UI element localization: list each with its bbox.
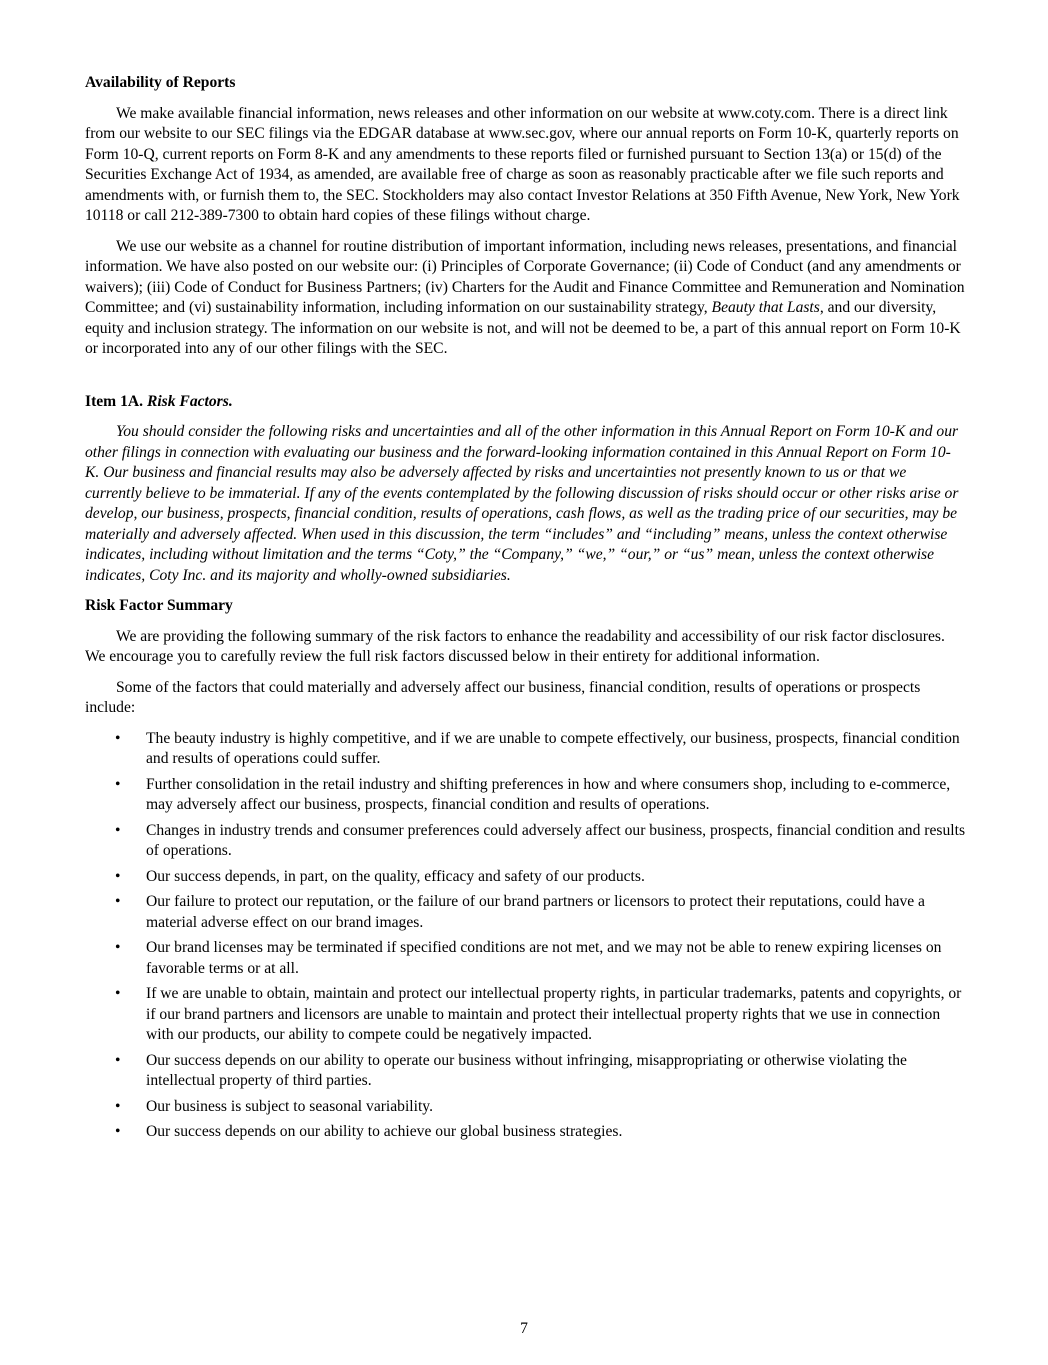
list-item-text: If we are unable to obtain, maintain and protect our intellectual property rights, in particular trademarks, patents and copyrights, or if our brand partners and licensors are unable to maintain and protect their intellectual property rights that we use in connection with our products, our ability to compete could be negatively impacted. bbox=[146, 985, 962, 1043]
bullet-icon: • bbox=[115, 893, 121, 910]
summary-paragraph-1: We are providing the following summary of the risk factors to enhance the readability and accessibility of our risk factor disclosures. We encourage you to carefully review the full risk factors discussed below in their entirety for additional information. bbox=[85, 627, 945, 665]
availability-paragraph-2-text-a: We use our website as a channel for routine distribution of important information, including news releases, presentations, and financial information. We have also posted on our website our: (i) Principles of Corporate Governance; (ii) Code of Conduct (and any amendments or waivers); (iii) Code of Conduct for Business Partners; (iv) Charters for the Audit and Finance Committee and Remuneration and Nomination Committee; and (vi) sustainability information, including information on our sustainability strategy, bbox=[85, 237, 965, 316]
list-item bbox=[85, 984, 965, 1046]
bullet-icon: • bbox=[115, 1051, 121, 1069]
list-item-text: Our success depends on our ability to achieve our global business strategies. bbox=[146, 1123, 623, 1140]
bullet-icon: • bbox=[115, 867, 121, 885]
page-number: 7 bbox=[520, 1320, 528, 1337]
list-item bbox=[85, 729, 965, 770]
list-item-text: Our success depends on our ability to operate our business without infringing, misappropriating or otherwise violating the intellectual property of third parties. bbox=[146, 1051, 907, 1089]
list-item bbox=[85, 867, 965, 888]
risk-factors-intro: You should consider the following risks and uncertainties and all of the other information in this Annual Report on Form 10-K and our other filings in connection with evaluating our business and the forward-looking information contained in this Annual Report on Form 10-K. Our business and financial results may also be adversely affected by risks and uncertainties not presently known to us or that we currently believe to be immaterial. If any of the events contemplated by the following discussion of risks should occur or other risks arise or develop, our business, prospects, financial condition, results of operations, cash flows, as well as the trading price of our securities, may be materially and adversely affected. When used in this discussion, the term “includes” and “including” means, unless the context otherwise indicates, including without limitation and the terms “Coty,” the “Company,” “we,” “our,” or “us” mean, unless the context otherwise indicates, Coty Inc. and its majority and wholly-owned subsidiaries. bbox=[85, 423, 959, 584]
list-item bbox=[85, 821, 965, 862]
list-item bbox=[85, 775, 965, 816]
availability-paragraph-2-text-b: , and our diversity, equity and inclusion strategy. The information on our website is not, and will not be deemed to be, a part of this annual report on Form 10-K or incorporated into any of our other filings with the SEC. bbox=[85, 299, 961, 357]
summary-paragraph-2: Some of the factors that could materially and adversely affect our business, financial condition, results of operations or prospects include: bbox=[85, 678, 921, 716]
list-item-text: Our failure to protect our reputation, or the failure of our brand partners or licensors to protect their reputations, could have a material adverse effect on our brand images. bbox=[146, 893, 925, 931]
list-item bbox=[85, 1097, 965, 1118]
list-item bbox=[85, 1122, 965, 1143]
item-1a-heading bbox=[85, 392, 965, 413]
availability-paragraph-1: We make available financial information, news releases and other information on our website at www.coty.com. There is a direct link from our website to our SEC filings via the EDGAR database at www.sec.gov, where our annual reports on Form 10-K, quarterly reports on Form 10-Q, current reports on Form 8-K and any amendments to these reports filed or furnished pursuant to Section 13(a) or 15(d) of the Securities Exchange Act of 1934, as amended, are available free of charge as soon as reasonably practicable after we file such reports and amendments with, or furnish them to, the SEC. Stockholders may also contact Investor Relations at 350 Fifth Avenue, New York, New York 10118 or call 212-389-7300 to obtain hard copies of these filings without charge. bbox=[85, 104, 960, 224]
list-item-text: Our business is subject to seasonal variability. bbox=[146, 1097, 433, 1115]
list-item-text: The beauty industry is highly competitive, and if we are unable to compete effectively, our business, prospects, financial condition and results of operations could suffer. bbox=[146, 729, 960, 767]
bullet-icon: • bbox=[115, 821, 121, 839]
bullet-icon: • bbox=[115, 775, 121, 793]
bullet-icon: • bbox=[115, 985, 121, 1002]
document-page bbox=[85, 73, 965, 1148]
availability-paragraph-2 bbox=[85, 237, 965, 360]
list-item bbox=[85, 892, 965, 933]
risk-summary-list bbox=[85, 729, 965, 1143]
list-item-text: Changes in industry trends and consumer preferences could adversely affect our business, prospects, financial condition and results of operations. bbox=[146, 821, 966, 859]
bullet-icon: • bbox=[115, 1123, 121, 1140]
list-item-text: Further consolidation in the retail industry and shifting preferences in how and where consumers shop, including to e-commerce, may adversely affect our business, prospects, financial condition and results of operations. bbox=[146, 775, 951, 813]
list-item bbox=[85, 938, 965, 979]
bullet-icon: • bbox=[115, 939, 121, 956]
list-item bbox=[85, 1051, 965, 1092]
bullet-icon: • bbox=[115, 729, 121, 747]
list-item-text: Our brand licenses may be terminated if specified conditions are not met, and we may not be able to renew expiring licenses on favorable terms or at all. bbox=[146, 939, 942, 977]
beauty-that-lasts-text: Beauty that Lasts bbox=[711, 299, 820, 316]
risk-factor-summary-heading: Risk Factor Summary bbox=[85, 597, 233, 614]
list-item-text: Our success depends, in part, on the quality, efficacy and safety of our products. bbox=[146, 867, 645, 885]
item-1a-label: Item 1A. bbox=[85, 392, 144, 410]
availability-heading: Availability of Reports bbox=[85, 74, 236, 91]
bullet-icon: • bbox=[115, 1097, 121, 1115]
item-1a-title: Risk Factors. bbox=[146, 392, 233, 410]
